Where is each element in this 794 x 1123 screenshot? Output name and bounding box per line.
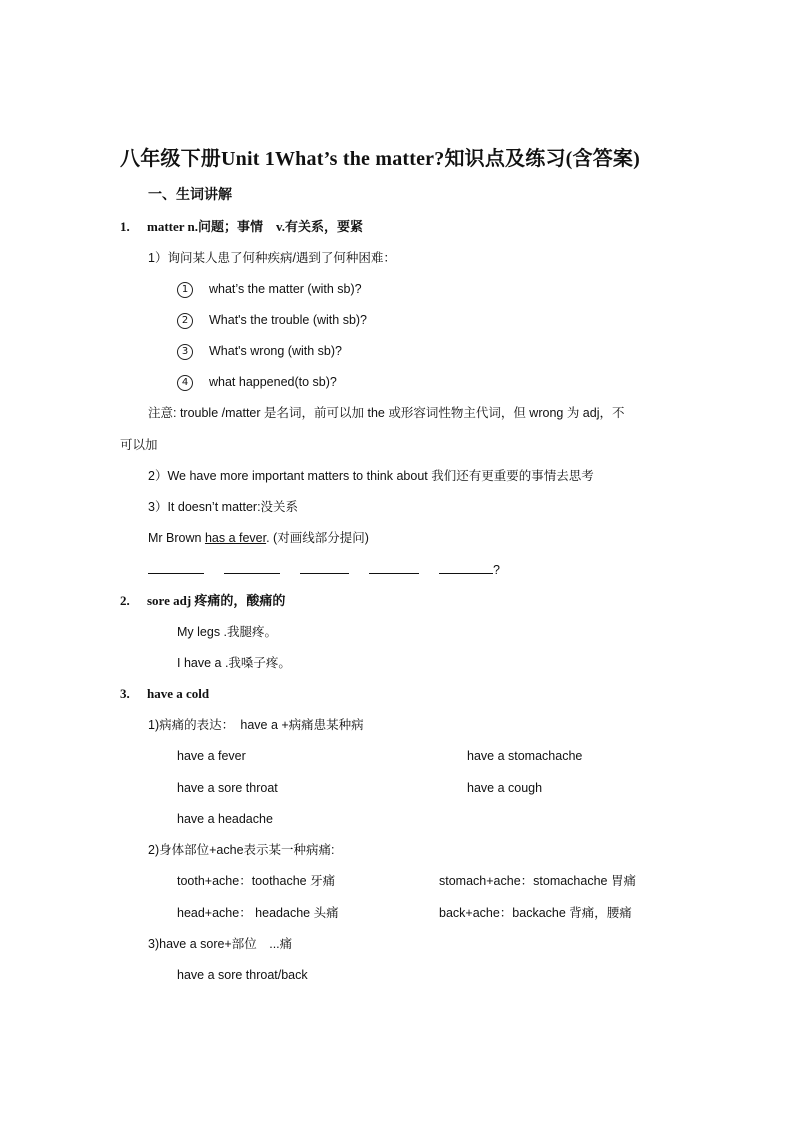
ache-example-left: head+ache： headache 头痛	[177, 906, 339, 920]
sub-point: 1)病痛的表达： have a +病痛患某种病	[148, 718, 364, 732]
circled-number: 2	[177, 313, 193, 329]
example-sentence	[148, 530, 369, 546]
circled-number: 4	[177, 375, 193, 391]
list-item-text: What's wrong (with sb)?	[209, 344, 342, 358]
underlined-phrase: has a fever	[204, 531, 267, 545]
circled-number: 3	[177, 344, 193, 360]
note-line: 注意: trouble /matter 是名词，前可以加 the 或形容词性物主代词，但 wrong 为 adj，不	[148, 406, 625, 420]
item-title: matter n.问题；事情 v.有关系，要紧	[147, 219, 364, 234]
question-mark: ?	[493, 563, 500, 577]
answer-blanks	[148, 561, 500, 578]
ache-example-right: stomach+ache：stomachache 胃痛	[439, 874, 636, 888]
example-phrase: have a sore throat/back	[177, 968, 308, 982]
phrase-left: have a sore throat	[177, 781, 278, 795]
item-number: 1.	[120, 219, 130, 234]
item-1-heading	[120, 219, 363, 235]
sub-point: 2)身体部位+ache表示某一种病痛:	[148, 843, 335, 857]
list-item	[177, 312, 367, 329]
phrase-left: have a fever	[177, 749, 246, 763]
blank-line[interactable]	[300, 561, 349, 574]
item-number: 3.	[120, 686, 130, 701]
blank-line[interactable]	[148, 561, 204, 574]
item-title: sore adj 疼痛的，酸痛的	[147, 593, 286, 608]
blank-line[interactable]	[369, 561, 419, 574]
example-text: Mr Brown	[148, 531, 205, 545]
phrase-right: have a cough	[467, 781, 543, 795]
list-item	[177, 281, 362, 298]
list-item-text: what happened(to sb)?	[209, 375, 337, 389]
item-number: 2.	[120, 593, 130, 608]
section-heading: 一、生词讲解	[148, 188, 232, 203]
sub-point: 1）询问某人患了何种疾病/遇到了何种困难：	[148, 251, 396, 265]
sub-point: 3)have a sore+部位 ...痛	[148, 937, 293, 951]
ache-example-right: back+ache：backache 背痛，腰痛	[439, 906, 632, 920]
item-2-heading	[120, 593, 285, 609]
list-item-text: what’s the matter (with sb)?	[209, 282, 362, 296]
sub-point: 2）We have more important matters to think about 我们还有更重要的事情去思考	[148, 469, 594, 483]
item-3-heading	[120, 686, 209, 702]
example-sentence: I have a .我嗓子疼。	[177, 656, 291, 670]
note-line: 可以加	[120, 438, 158, 452]
blank-line[interactable]	[224, 561, 280, 574]
item-title: have a cold	[147, 686, 210, 701]
list-item	[177, 343, 342, 360]
list-item	[177, 374, 337, 391]
list-item-text: What's the trouble (with sb)?	[209, 313, 368, 327]
phrase-left: have a headache	[177, 812, 273, 826]
example-sentence: My legs .我腿疼。	[177, 625, 278, 639]
example-instruction: . (对画线部分提问)	[266, 531, 369, 545]
circled-number: 1	[177, 282, 193, 298]
ache-example-left: tooth+ache：toothache 牙痛	[177, 874, 336, 888]
page-title: 八年级下册Unit 1What’s the matter?知识点及练习(含答案)	[120, 148, 640, 170]
sub-point: 3）It doesn’t matter:没关系	[148, 500, 299, 514]
blank-line[interactable]	[439, 561, 493, 574]
phrase-right: have a stomachache	[467, 749, 583, 763]
